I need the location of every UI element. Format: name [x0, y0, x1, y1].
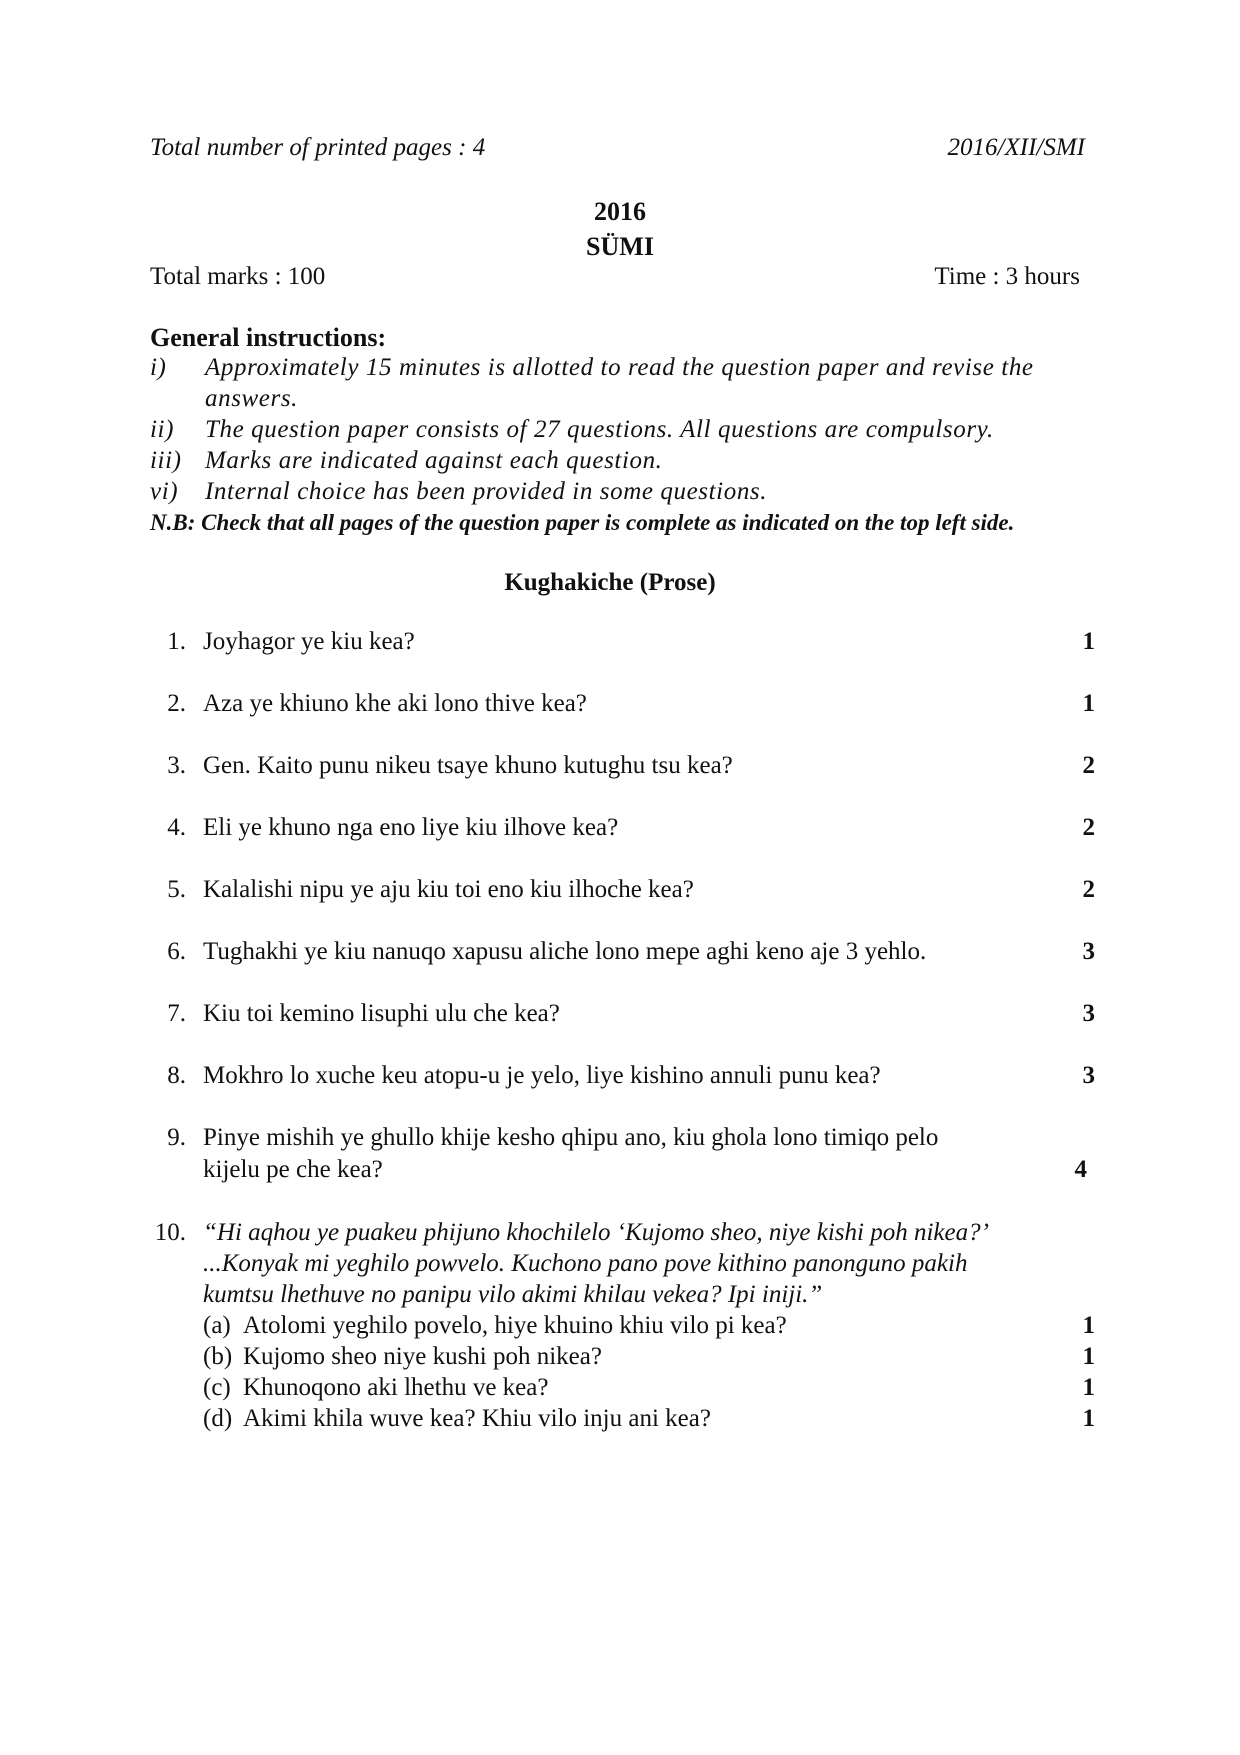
question-text: Mokhro lo xuche keu atopu-u je yelo, liye kishino annuli punu kea?	[203, 1062, 881, 1089]
question-text: Eli ye khuno nga eno liye kiu ilhove kea?	[203, 814, 619, 841]
passage-line: “Hi aqhou ye puakeu phijuno khochilelo ‘Kujomo sheo, niye kishi poh nikea?’	[203, 1219, 989, 1246]
instruction-continuation: answers.	[205, 385, 299, 412]
sub-question-text: Atolomi yeghilo povelo, hiye khuino khiu vilo pi kea?	[243, 1312, 787, 1339]
question-marks: 4	[1074, 1156, 1087, 1183]
instruction-item	[150, 478, 767, 506]
question-number: 8.	[167, 1062, 186, 1089]
instruction-text: Internal choice has been provided in some questions.	[205, 478, 768, 505]
total-marks: Total marks : 100	[150, 263, 326, 290]
question-number: 3.	[167, 752, 186, 779]
instruction-item	[150, 447, 663, 475]
question-number: 4.	[167, 814, 186, 841]
question-number: 7.	[167, 1000, 186, 1027]
instruction-text: Marks are indicated against each question.	[205, 447, 663, 474]
instruction-item	[150, 354, 1034, 382]
question-text: Joyhagor ye kiu kea?	[203, 628, 415, 655]
sub-question-marks: 1	[1082, 1312, 1095, 1339]
question-number: 2.	[167, 690, 186, 717]
question-marks: 2	[1082, 752, 1095, 779]
sub-question-marks: 1	[1082, 1374, 1095, 1401]
question-marks: 1	[1082, 690, 1095, 717]
time-allowed: Time : 3 hours	[934, 263, 1080, 290]
exam-year: 2016	[594, 197, 646, 226]
question-marks: 2	[1082, 876, 1095, 903]
passage-line: kumtsu lhethuve no panipu vilo akimi khilau vekea? Ipi iniji.”	[203, 1281, 823, 1308]
sub-question-text: Akimi khila wuve kea? Khiu vilo inju ani kea?	[243, 1405, 711, 1432]
instruction-number: i)	[150, 354, 167, 381]
question-marks: 1	[1082, 628, 1095, 655]
question-text: Kalalishi nipu ye aju kiu toi eno kiu ilhoche kea?	[203, 876, 694, 903]
instruction-number: vi)	[150, 478, 179, 505]
sub-question-text: Kujomo sheo niye kushi poh nikea?	[243, 1343, 602, 1370]
question-text: Tughakhi ye kiu nanuqo xapusu aliche lono mepe aghi keno aje 3 yehlo.	[203, 938, 927, 965]
question-text: Gen. Kaito punu nikeu tsaye khuno kutughu tsu kea?	[203, 752, 733, 779]
sub-question-label: (d)	[203, 1405, 233, 1432]
sub-question-text: Khunoqono aki lhethu ve kea?	[243, 1374, 549, 1401]
instruction-text: The question paper consists of 27 questions. All questions are compulsory.	[205, 416, 994, 443]
question-marks: 3	[1082, 1062, 1095, 1089]
instruction-number: ii)	[150, 416, 175, 443]
question-text-line2: kijelu pe che kea?	[203, 1156, 383, 1183]
sub-question-label: (a)	[203, 1312, 231, 1339]
question-number: 6.	[167, 938, 186, 965]
question-text: Kiu toi kemino lisuphi ulu che kea?	[203, 1000, 560, 1027]
sub-question-label: (c)	[203, 1374, 231, 1401]
question-marks: 3	[1082, 938, 1095, 965]
instruction-text: Approximately 15 minutes is allotted to read the question paper and revise the	[205, 354, 1034, 381]
instruction-item	[150, 416, 994, 444]
question-number: 1.	[167, 628, 186, 655]
question-marks: 3	[1082, 1000, 1095, 1027]
question-text: Aza ye khiuno khe aki lono thive kea?	[203, 690, 587, 717]
sub-question-marks: 1	[1082, 1405, 1095, 1432]
question-number: 9.	[167, 1124, 186, 1151]
section-title: Kughakiche (Prose)	[504, 569, 716, 596]
question-number: 10.	[154, 1219, 186, 1246]
sub-question-label: (b)	[203, 1343, 233, 1370]
subject-title: SÜMI	[586, 232, 654, 261]
question-text-line1: Pinye mishih ye ghullo khije kesho qhipu ano, kiu ghola lono timiqo pelo	[203, 1124, 939, 1151]
nb-note: N.B: Check that all pages of the question paper is complete as indicated on the top left side.	[150, 510, 1015, 535]
instructions-heading: General instructions:	[150, 323, 387, 352]
sub-question-marks: 1	[1082, 1343, 1095, 1370]
paper-code: 2016/XII/SMI	[947, 134, 1085, 161]
passage-line: ...Konyak mi yeghilo powvelo. Kuchono pano pove kithino panonguno pakih	[203, 1250, 968, 1277]
question-number: 5.	[167, 876, 186, 903]
question-marks: 2	[1082, 814, 1095, 841]
printed-pages-note: Total number of printed pages : 4	[150, 134, 486, 161]
instruction-number: iii)	[150, 447, 182, 474]
